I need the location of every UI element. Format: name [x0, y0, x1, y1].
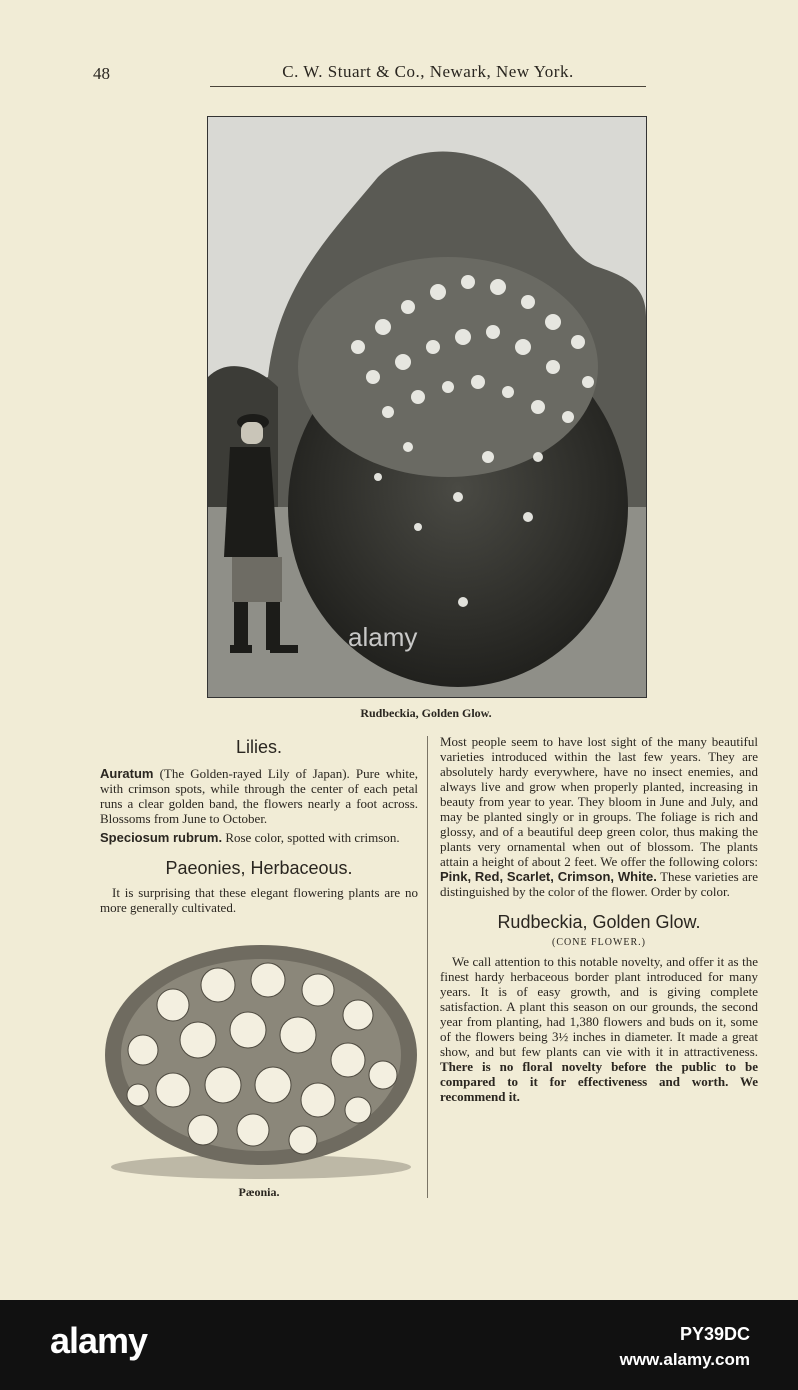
lilies-heading: Lilies.: [235, 737, 283, 757]
footer-url: www.alamy.com: [619, 1350, 750, 1369]
page-number: 48: [93, 64, 110, 83]
image-id: PY39DC: [679, 1324, 750, 1344]
alamy-logo: alamy: [50, 1320, 148, 1361]
speciosum-name: Speciosum rubrum.: [100, 830, 223, 845]
speciosum-entry: [100, 830, 418, 845]
left-column: [100, 734, 418, 919]
rudbeckia-heading: Rudbeckia, Golden Glow.: [497, 912, 701, 932]
paeonies-colors: Pink, Red, Scarlet, Crimson, White.: [440, 869, 657, 884]
peony-drawing: [103, 945, 419, 1183]
column-divider: [427, 736, 428, 1198]
running-title: C. W. Stuart & Co., Newark, New York.: [282, 62, 574, 81]
photo-illustration: [208, 117, 646, 697]
paeonies-body: [440, 734, 758, 899]
paeonies-intro: It is surprising that these elegant flowering plants are no more generally cultivated.: [100, 885, 418, 915]
speciosum-description: Rose color, spotted with crimson.: [222, 830, 400, 845]
paeonia-illustration: [103, 945, 419, 1183]
rudbeckia-subheading: (CONE FLOWER.): [552, 937, 646, 948]
photo-watermark: alamy: [348, 622, 418, 652]
photo-caption: Rudbeckia, Golden Glow.: [360, 706, 492, 720]
right-column: [440, 734, 758, 1108]
auratum-description: (The Golden-rayed Lily of Japan). Pure white, with crimson spots, while through the center of each petal runs a clear golden band, the flowers nearly a foot across. Blossoms from June to October.: [100, 766, 418, 826]
paeonies-heading: Paeonies, Herbaceous.: [165, 858, 353, 878]
auratum-name: Auratum: [100, 766, 154, 781]
paeonies-body-text: Most people seem to have lost sight of the many beautiful varieties introduced within the last few years. They are absolutely hardy everywhere, have no insect enemies, and always live and grow when properly planted, increasing in beauty from year to year. They bloom in June and July, and may be planted singly or in groups. The foliage is rich and glossy, and of a beautiful deep green color, thus making the plants very ornamental when out of blossom. The plants attain a height of about 2 feet. We offer the following colors:: [440, 734, 758, 869]
rudbeckia-body: [440, 954, 758, 1104]
paeonia-caption: Pæonia.: [238, 1185, 280, 1199]
stock-footer: [0, 1300, 798, 1390]
rudbeckia-body-bold: There is no floral novelty before the public to be compared to it for effectiveness and worth. We recommend it.: [440, 1059, 758, 1104]
paeonies-body-end: These varieties are distinguished by the color of the flower. Order by color.: [440, 869, 758, 899]
rudbeckia-body-text: We call attention to this notable novelty, and offer it as the finest hardy herbaceous border plant introduced for many years. It is of easy growth, and is giving complete satisfaction. A plant this season on our grounds, the second year from planting, had 1,380 flowers and buds on it, some of the flowers being 3½ inches in diameter. It made a great show, and but few plants can vie with it in attractiveness.: [440, 954, 758, 1059]
header-rule: [210, 86, 646, 87]
auratum-entry: [100, 766, 418, 826]
rudbeckia-photo: [207, 116, 647, 698]
